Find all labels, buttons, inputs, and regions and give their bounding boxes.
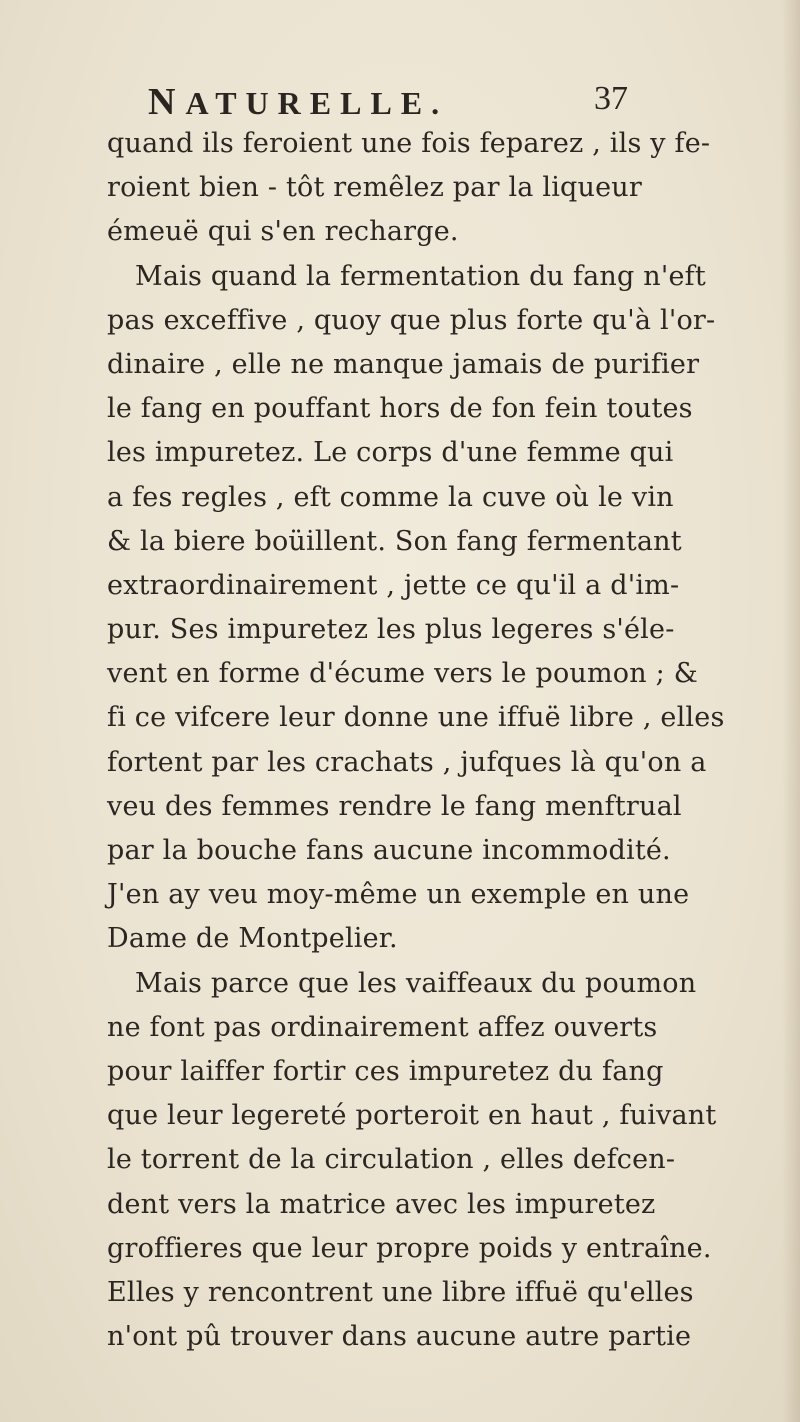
text-line: n'ont pû trouver dans aucune autre partie — [107, 1321, 692, 1353]
text-line: émeuë qui s'en recharge. — [107, 216, 459, 248]
body-text — [107, 122, 725, 1359]
text-line: par la bouche fans aucune incommodité. — [107, 835, 671, 866]
text-line: Mais quand la fermentation du fang n'eft — [135, 260, 706, 292]
text-line: dent vers la matrice avec les impuretez — [107, 1188, 656, 1220]
text-line: & la biere boüillent. Son fang fermentant — [107, 525, 682, 557]
text-line: pour laiffer fortir ces impuretez du fang — [107, 1055, 664, 1087]
text-line: Dame de Montpelier. — [107, 923, 398, 955]
page-number: 37 — [594, 80, 628, 117]
running-head-rest: ATURELLE. — [185, 85, 449, 121]
page-edge-shadow — [782, 0, 800, 1422]
text-line: roient bien - tôt remêlez par la liqueur — [107, 172, 643, 204]
running-head-title — [148, 80, 448, 124]
text-line: Elles y rencontrent une libre iffuë qu'elles — [107, 1276, 694, 1308]
text-line: veu des femmes rendre le fang menftrual — [107, 790, 682, 822]
text-line: extraordinairement , jette ce qu'il a d'im- — [107, 569, 680, 601]
text-line: dinaire , elle ne manque jamais de purifier — [107, 348, 700, 380]
running-head — [148, 80, 628, 123]
text-line: ne font pas ordinairement affez ouverts — [107, 1011, 658, 1043]
running-head-initial: N — [148, 81, 186, 123]
text-line: pur. Ses impuretez les plus legeres s'éle- — [107, 614, 675, 646]
text-line: que leur legereté porteroit en haut , fuivant — [107, 1100, 717, 1132]
text-line: le fang en pouffant hors de fon fein toutes — [107, 393, 693, 425]
text-line: fi ce vifcere leur donne une iffuë libre , elles — [107, 702, 725, 734]
text-line: pas exceffive , quoy que plus forte qu'à l'or- — [107, 304, 716, 336]
text-line: les impuretez. Le corps d'une femme qui — [107, 437, 674, 469]
text-line: J'en ay veu moy-même un exemple en une — [107, 879, 690, 911]
text-line: le torrent de la circulation , elles defcen- — [107, 1144, 676, 1176]
text-line: quand ils feroient une fois feparez , ils y fe- — [107, 128, 711, 159]
text-line: Mais parce que les vaiffeaux du poumon — [135, 967, 697, 999]
text-line: fortent par les crachats , jufques là qu'on a — [107, 746, 707, 778]
text-line: a fes regles , eft comme la cuve où le vin — [107, 481, 674, 513]
text-line: vent en forme d'écume vers le poumon ; & — [107, 658, 698, 690]
text-line: groffieres que leur propre poids y entraîne. — [107, 1232, 712, 1264]
